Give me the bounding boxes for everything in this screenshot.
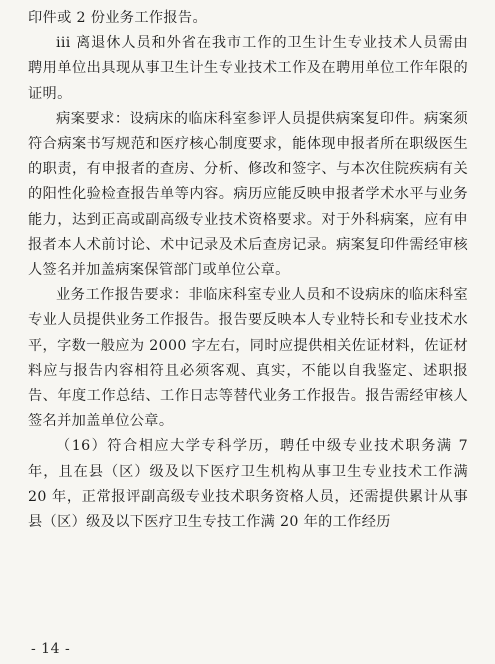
paragraph-report-continuation: 印件或 2 份业务工作报告。 — [28, 10, 208, 26]
paragraph-work-report-requirements: 业务工作报告要求：非临床科室专业人员和不设病床的临床科室专业人员提供业务工作报告。报告要反映本人专业特长和专业技术水平，字数一般应为 2000 字左右，同时应提供相关佐证材料，佐证材料应与报告内容相符且必须客观、真实，不能以自我鉴定、述职报告、年度工作总结、工作日志等替代业务工作报告。报告需经审核人签名并加盖单位公章。 — [28, 287, 468, 430]
paragraph-medical-record-requirements: 病案要求：设病床的临床科室参评人员提供病案复印件。病案须符合病案书写规范和医疗核心制度要求，能体现申报者所在职级医生的职责，有申报者的查房、分析、修改和签字、与本次住院疾病有关的阳性化验检查报告单等内容。病历应能反映申报者学术水平与业务能力，达到正高或副高级专业技术资格要求。对于外科病案，应有申报者本人术前讨论、术中记录及术后查房记录。病案复印件需经审核人签名并加盖病案保管部门或单位公章。 — [28, 110, 468, 279]
page-number: - 14 - — [31, 641, 71, 657]
paragraph-item-16: （16）符合相应大学专科学历，聘任中级专业技术职务满 7 年，且在县（区）级及以下医疗卫生机构从事卫生专业技术工作满 20 年，正常报评副高级专业技术职务资格人员，还需提供累计从事县（区）级及以下医疗卫生专技工作满 20 年的工作经历 — [28, 438, 468, 531]
paragraph-retired-staff-certificate: iii 离退休人员和外省在我市工作的卫生计生专业技术人员需由聘用单位出具现从事卫生计生专业技术工作及在聘用单位工作年限的证明。 — [28, 35, 468, 102]
document-body — [28, 6, 468, 535]
